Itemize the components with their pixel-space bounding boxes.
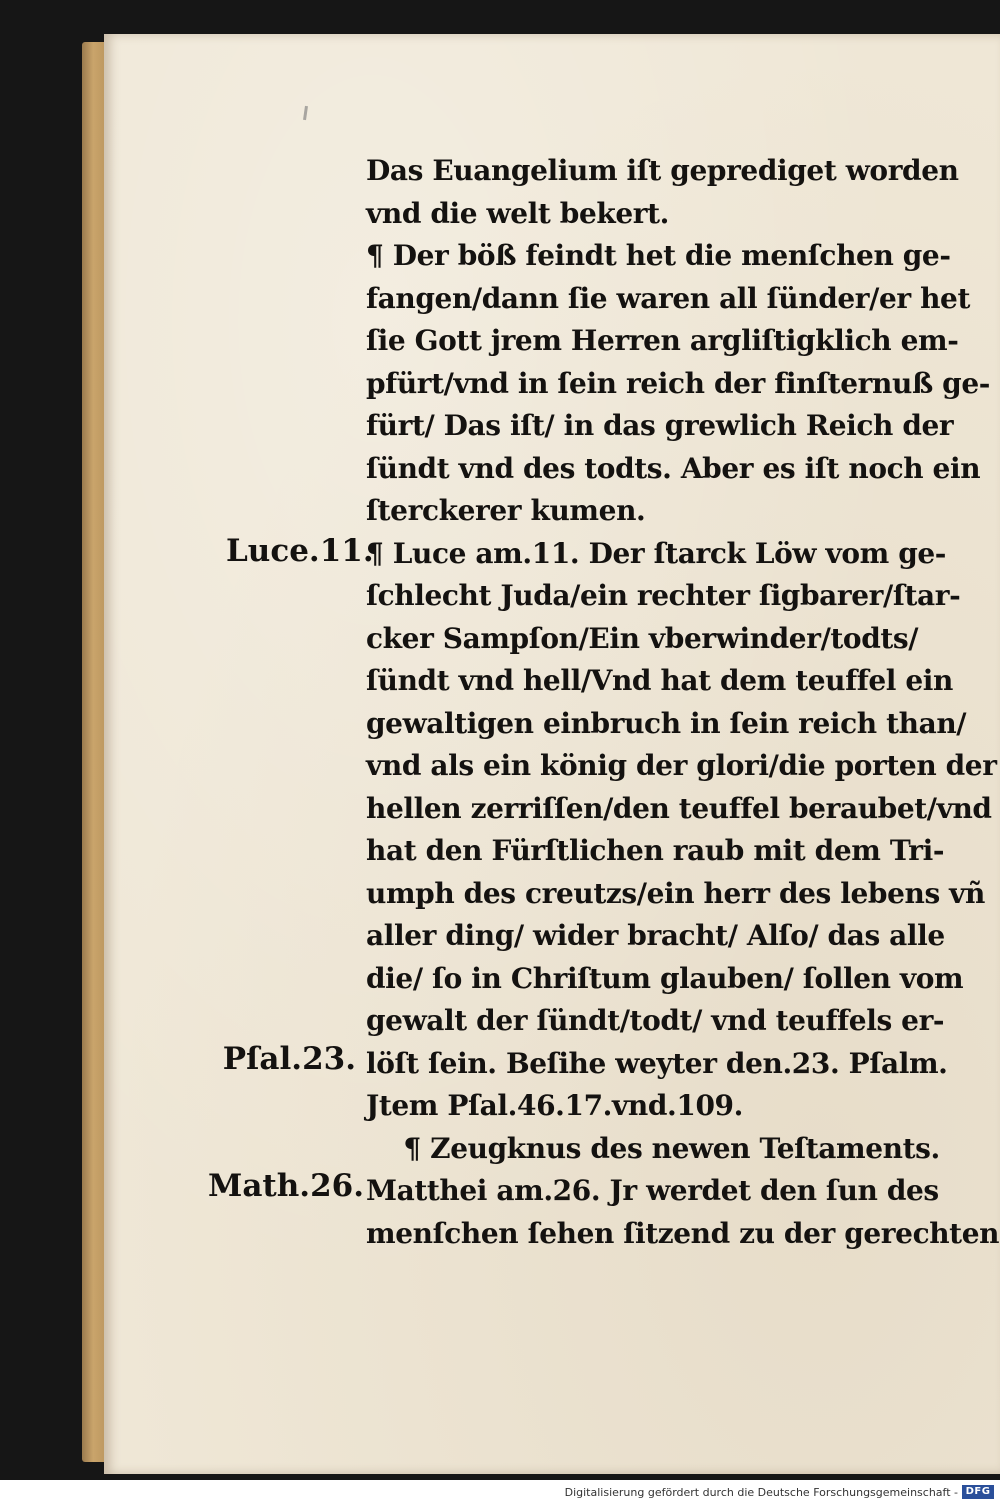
text-line: ¶ Der böß feindt het die menſchen ge-: [366, 239, 951, 272]
text-line: die/ ſo in Chriſtum glauben/ ſollen vom: [366, 961, 964, 995]
margin-note-luce: Luce.11.: [226, 533, 374, 569]
text-line: pfürt/vnd in ſein reich der finſternuß ge-: [366, 366, 990, 400]
text-line: aller ding/ wider bracht/ Alſo/ das alle: [366, 919, 945, 952]
text-line: Jtem Pſal.46.17.vnd.109.: [366, 1089, 743, 1122]
text-line: ¶ Luce am.11. Der ſtarck Löw vom ge-: [366, 536, 947, 570]
margin-note-math: Math.26.: [208, 1168, 364, 1204]
text-line: ſterckerer kumen.: [366, 494, 646, 527]
text-line: fangen/dann ſie waren all ſünder/er het: [366, 281, 970, 315]
text-line: vnd als ein könig der glori/die porten der: [366, 749, 997, 782]
text-line: cker Sampſon/Ein vberwinder/todts/: [366, 621, 919, 655]
text-line: ſie Gott jrem Herren argliſtigklich em-: [366, 324, 959, 357]
text-line: hat den Fürſtlichen raub mit dem Tri-: [366, 834, 945, 867]
text-line: gewaltigen einbruch in ſein reich than/: [366, 706, 967, 740]
text-line: löſt ſein. Beſihe weyter den.23. Pſalm.: [366, 1046, 948, 1080]
footer-bar: [0, 1480, 1000, 1505]
text-line: ſündt vnd des todts. Aber es iſt noch ein: [366, 451, 981, 485]
text-line: Das Euangelium iſt geprediget worden: [366, 154, 959, 187]
text-line: gewalt der ſündt/todt/ vnd teuffels er-: [366, 1004, 945, 1037]
text-line: ſchlecht Juda/ein rechter ſigbarer/ſtar-: [366, 579, 961, 612]
text-line: umph des creutzs/ein herr des lebens vñ: [366, 876, 985, 910]
margin-note-psal: Pſal.23.: [222, 1041, 356, 1077]
text-line: menſchen ſehen ſitzend zu der gerechten: [366, 1216, 1000, 1250]
text-line: Matthei am.26. Jr werdet den ſun des: [366, 1174, 939, 1207]
funding-credit: Digitalisierung gefördert durch die Deutsche Forschungsgemeinschaft -: [564, 1486, 958, 1499]
text-line: ¶ Zeugknus des newen Teſtaments.: [366, 1131, 940, 1165]
text-line: vnd die welt bekert.: [366, 196, 670, 230]
text-line: fürt/ Das iſt/ in das grewlich Reich der: [366, 409, 954, 442]
text-line: ſündt vnd hell/Vnd hat dem teuffel ein: [366, 664, 954, 697]
main-text-block: [366, 150, 1000, 1255]
text-line: hellen zerriſſen/den teuffel beraubet/vnd: [366, 791, 992, 825]
ink-mark: [303, 106, 308, 120]
dfg-logo: DFG: [962, 1485, 994, 1499]
